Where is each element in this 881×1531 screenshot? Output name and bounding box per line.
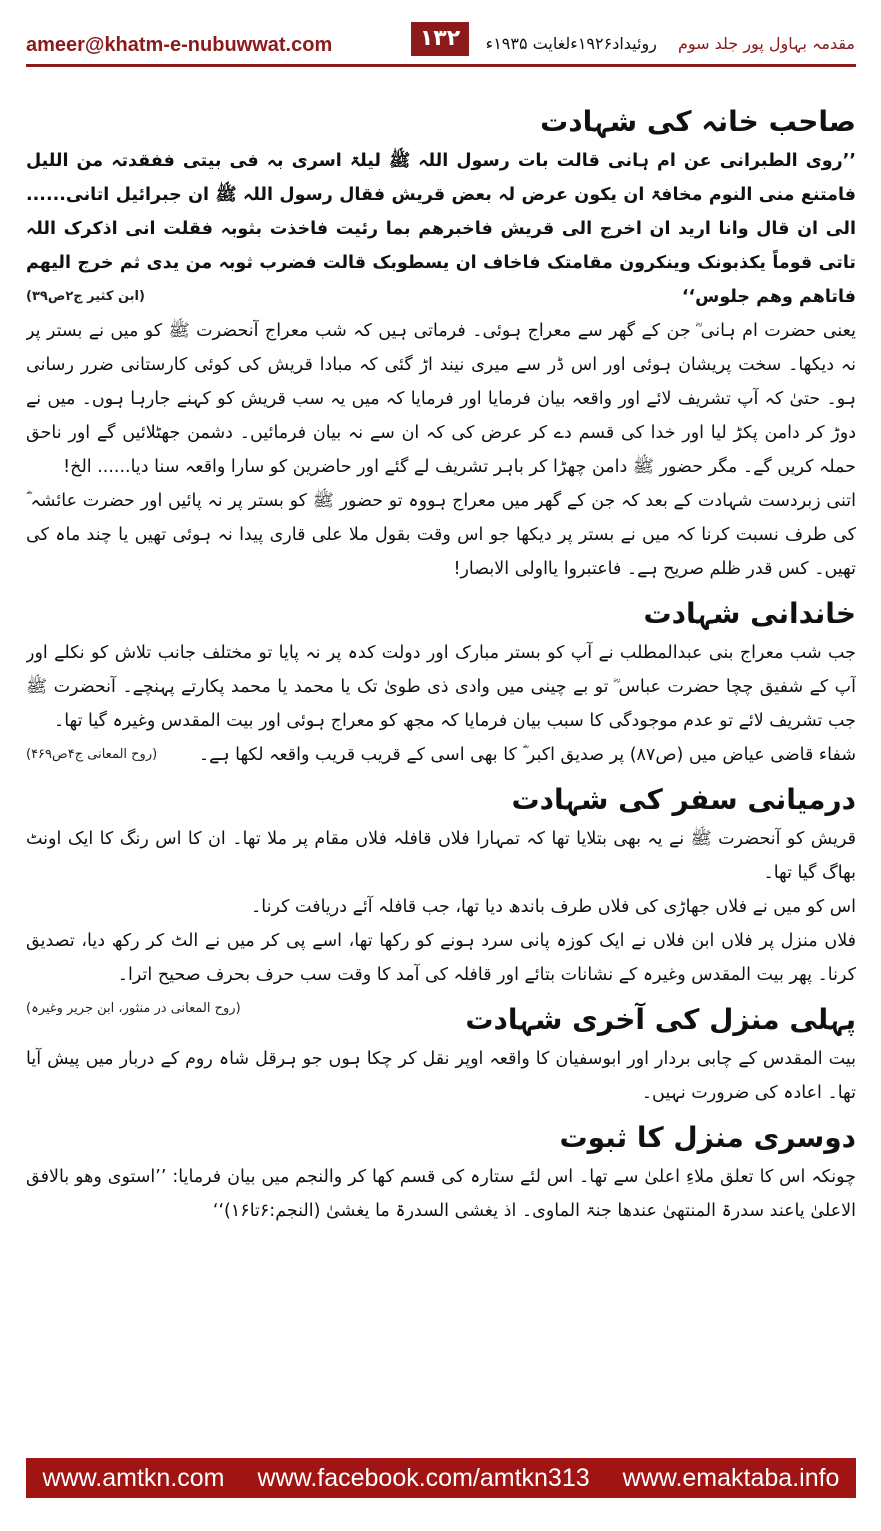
paragraph xyxy=(26,144,856,314)
running-title xyxy=(486,34,855,53)
footer-bar xyxy=(26,1458,856,1498)
paragraph-text: اس کو میں نے فلاں جھاڑی کی فلاں طرف باندھ دیا تھا، جب قافلہ آئے دریافت کرنا۔ xyxy=(251,897,856,917)
page-header xyxy=(0,0,881,58)
section-heading: پہلی منزل کی آخری شہادت xyxy=(465,1003,856,1036)
section-heading: خاندانی شہادت xyxy=(643,597,856,630)
citation: (روح المعانی در منثور، ابن جریر وغیرہ) xyxy=(26,1001,241,1016)
paragraph xyxy=(26,822,856,890)
page-body xyxy=(26,100,856,1445)
paragraph xyxy=(26,1160,856,1228)
citation: (روح المعانی ج۴ص۴۶۹) xyxy=(26,747,158,762)
paragraph xyxy=(26,484,856,586)
paragraph-text: جب شب معراج بنی عبدالمطلب نے آپ کو بستر مبارک اور دولت کدہ پر نہ پایا تو مختلف جانب تلاش کو نکلے اور آپ کے شفیق چچا حضرت عباس ؓ تو بے چینی میں وادی ذی طویٰ تک یا محمد یا محمد پکارتے پہنچے۔ آنحضرت ﷺ جب تشریف لائے تو عدم موجودگی کا سبب بیان فرمایا کہ مجھ کو معراج ہوئی اور بیت المقدس وغیرہ گیا تھا۔ xyxy=(26,643,856,731)
paragraph-text: بیت المقدس کے چابی بردار اور ابوسفیان کا واقعہ اوپر نقل کر چکا ہوں جو ہرقل شاہ روم کے دربار میں پیش آیا تھا۔ اعادہ کی ضرورت نہیں۔ xyxy=(26,1049,856,1103)
footer-link[interactable]: www.emaktaba.info xyxy=(622,1463,840,1492)
paragraph-text: یعنی حضرت ام ہانی ؓ جن کے گھر سے معراج ہوئی۔ فرماتی ہیں کہ شب معراج آنحضرت ﷺ کو میں نے بستر پر نہ دیکھا۔ سخت پریشان ہوئی اور اس ڈر سے میری نیند اڑ گئی کہ مبادا قریش کی کوئی کارستانی ضرر رسانی ہو۔ حتیٰ کہ آپ تشریف لائے اور واقعہ بیان فرمایا اور فرمایا کہ میں یہ سب قریش کو کہنے جارہا ہوں۔ میں نے دوڑ کر دامن پکڑ لیا اور خدا کی قسم دے کر عرض کی کہ ان سے نہ بیان فرمائیں۔ دشمن جھٹلائیں گے اور ناحق حملہ کریں گے۔ مگر حضور ﷺ دامن چھڑا کر باہر تشریف لے گئے اور حاضرین کو سارا واقعہ سنا دیا...... الخ! xyxy=(26,321,856,477)
section-heading: درمیانی سفر کی شہادت xyxy=(511,783,856,816)
section-spacer xyxy=(26,1228,856,1234)
paragraph xyxy=(26,314,856,484)
page-number: ۱۳۲ xyxy=(411,22,469,56)
header-email: ameer@khatm-e-nubuwwat.com xyxy=(26,34,333,56)
paragraph-text: ’’روی الطبرانی عن ام ہانی قالت بات رسول اللہ ﷺ لیلۃ اسری بہ فی بیتی ففقدتہ من اللیل فامتنع منی النوم مخافۃ ان یکون عرض لہ بعض قریش فقال رسول اللہ ﷺ ان جبرائیل اتانی...... الی ان قال وانا ارید ان اخرج الی قریش فاخبرھم بما رئیت فاخذت بثوبہ فقلت انی اذکرک اللہ تاتی قوماً یکذبونک وینکرون مقامتک فاخاف ان یسطوبک قالت فضرب ثوبہ من یدی ثم خرج الیھم فاتاھم وھم جلوس‘‘ xyxy=(26,151,856,307)
paragraph xyxy=(26,890,856,924)
header-divider xyxy=(26,64,856,67)
footer-link[interactable]: www.amtkn.com xyxy=(42,1463,225,1492)
citation: (ابن کثیر ج۲ص۳۹) xyxy=(26,289,145,304)
section-heading: دوسری منزل کا ثبوت xyxy=(559,1121,856,1154)
book-subtitle: روئیداد۱۹۲۶ءلغایت ۱۹۳۵ء xyxy=(485,34,657,53)
paragraph-text: اتنی زبردست شہادت کے بعد کہ جن کے گھر میں معراج ہووہ تو حضور ﷺ کو بستر پر نہ پائیں اور حضرت عائشہ ؓ کی طرف نسبت کرنا کہ میں نے بستر پر دیکھا جو اس وقت بقول ملا علی قاری پیدا نہ ہوئی تھیں یا چند ماہ کی تھیں۔ کس قدر ظلم صریح ہے۔ فاعتبروا یااولی الابصار! xyxy=(26,491,856,579)
book-title: مقدمہ بہاول پور جلد سوم xyxy=(677,34,855,53)
paragraph-text: فلاں منزل پر فلاں ابن فلاں نے ایک کوزہ پانی سرد ہونے کو رکھا تھا، اسے پی کر میں نے الٹ کر رکھ دیا، تصدیق کرنا۔ پھر بیت المقدس وغیرہ کے نشانات بتائے اور قافلہ کی آمد کا وقت سب حرف بحرف صحیح اترا۔ xyxy=(26,931,856,985)
paragraph xyxy=(26,1042,856,1110)
section-heading: صاحب خانہ کی شہادت xyxy=(540,105,856,138)
paragraph-text: قریش کو آنحضرت ﷺ نے یہ بھی بتلایا تھا کہ تمہارا فلاں قافلہ فلاں مقام پر ملا تھا۔ ان کا اس رنگ کا ایک اونٹ بھاگ گیا تھا۔ xyxy=(26,829,856,883)
paragraph xyxy=(26,924,856,1016)
paragraph-text: چونکہ اس کا تعلق ملاءِ اعلیٰ سے تھا۔ اس لئے ستارہ کی قسم کھا کر والنجم میں بیان فرمایا: ’’استوی وھو بالافق الاعلیٰ یاعند سدرۃ المنتھیٰ عندھا جنۃ الماوی۔ اذ یغشی السدرۃ ما یغشیٰ (النجم:۶تا۱۶)‘‘ xyxy=(26,1167,856,1221)
footer-link[interactable]: www.facebook.com/amtkn313 xyxy=(257,1463,590,1492)
paragraph-text: شفاء قاضی عیاض میں (ص۸۷) پر صدیق اکبر ؓ کا بھی اسی کے قریب قریب واقعہ لکھا ہے۔ xyxy=(198,745,856,765)
